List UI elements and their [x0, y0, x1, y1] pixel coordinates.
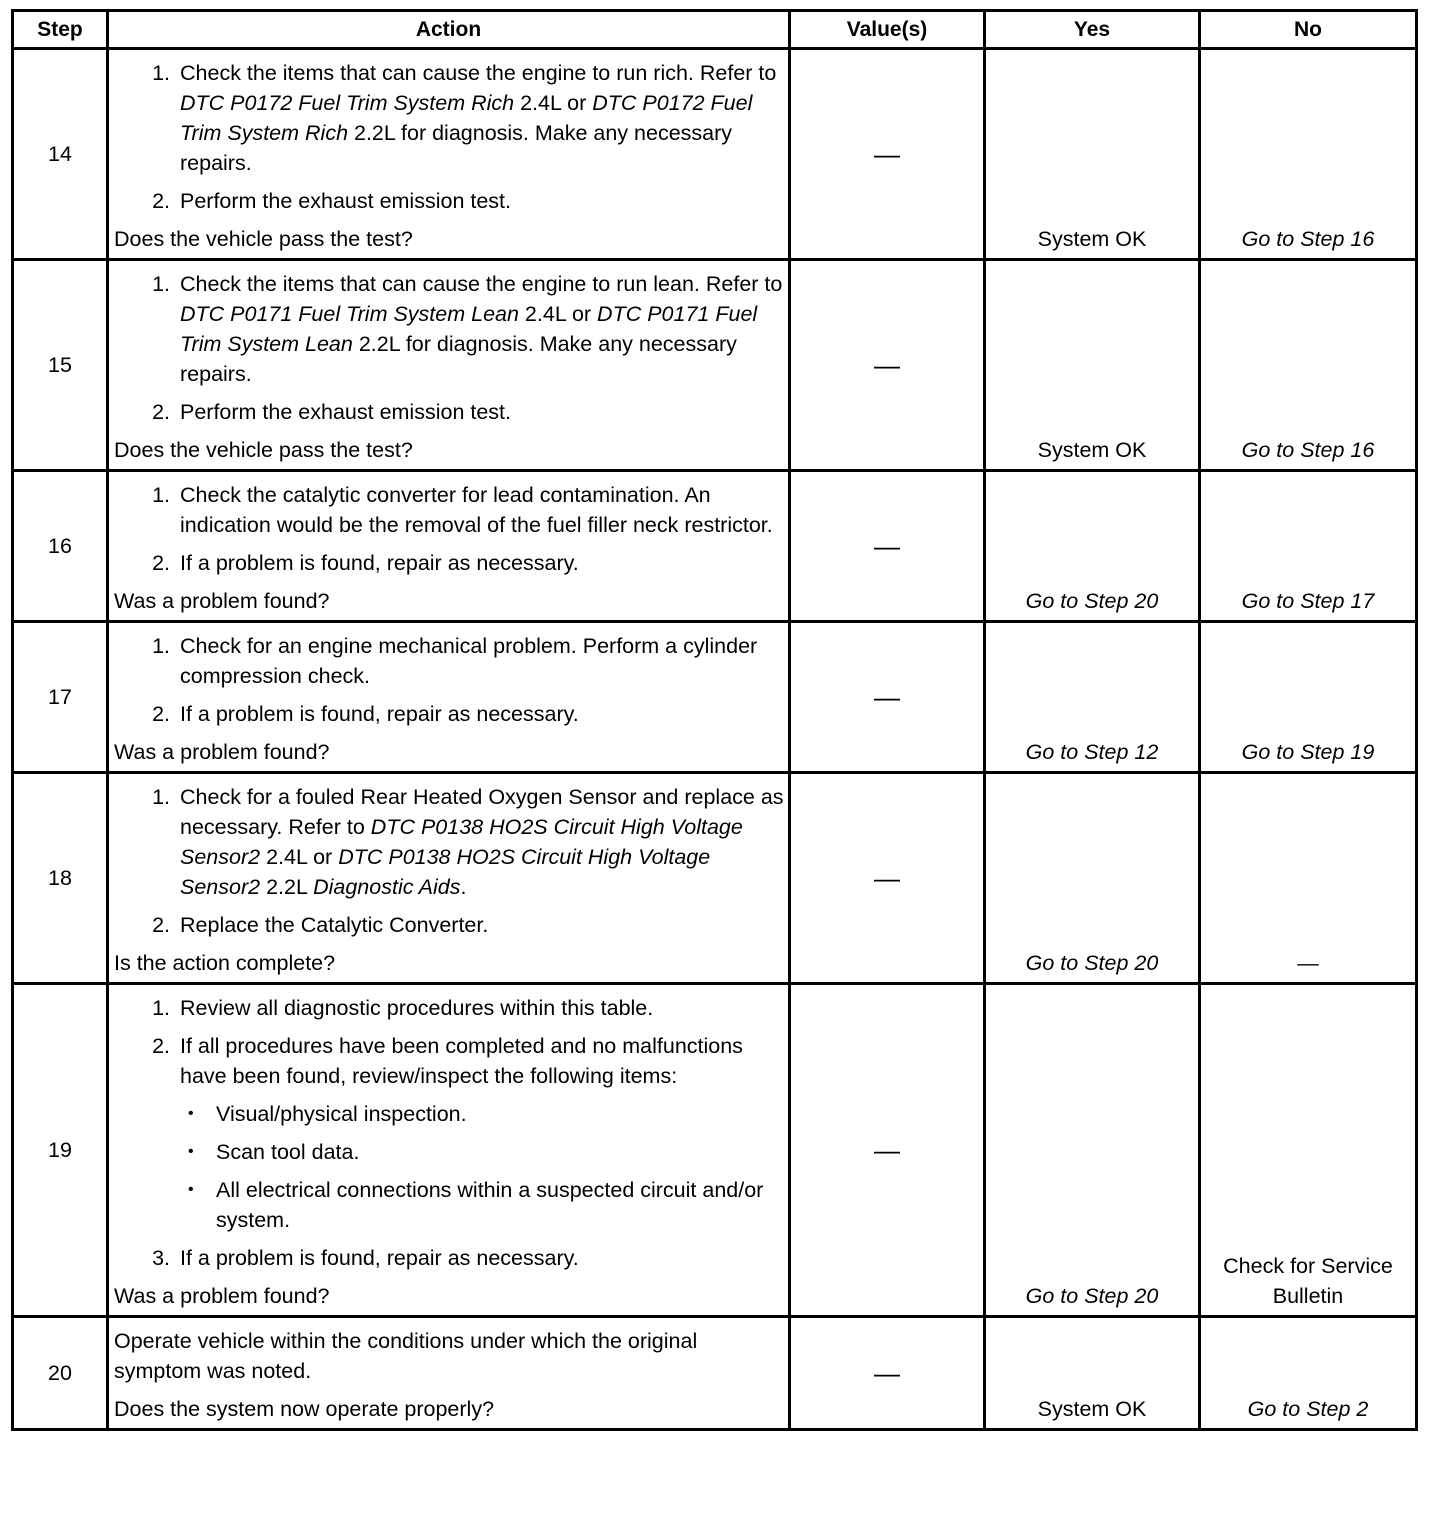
action-cell [108, 622, 790, 773]
action-list [114, 631, 784, 729]
action-item: 2. If all procedures have been completed and no malfunctions have been found, review/inspect the following items: • Visual/physical inspection. • Scan tool data. • All electrical connections within a suspected circuit and/or system. [176, 1031, 784, 1235]
table-row [13, 1317, 1417, 1430]
action-item: 1. Check the items that can cause the engine to run rich. Refer to DTC P0172 Fuel Trim System Rich 2.4L or DTC P0172 Fuel Trim System Rich 2.2L for diagnosis. Make any necessary repairs. [176, 58, 784, 178]
inspection-bullets [180, 1099, 784, 1235]
step-number: 15 [13, 260, 108, 471]
action-list [114, 993, 784, 1273]
table-row [13, 260, 1417, 471]
diagnostic-table [11, 9, 1418, 1431]
no-cell: Go to Step 19 [1200, 622, 1417, 773]
table-row [13, 984, 1417, 1317]
value-cell: — [790, 1317, 985, 1430]
action-item: 1. Check for a fouled Rear Heated Oxygen Sensor and replace as necessary. Refer to DTC P0138 HO2S Circuit High Voltage Sensor2 2.4L or DTC P0138 HO2S Circuit High Voltage Sensor2 2.2L Diagnostic Aids. [176, 782, 784, 902]
action-item: 1. Check for an engine mechanical problem. Perform a cylinder compression check. [176, 631, 784, 691]
action-item: 1. Review all diagnostic procedures within this table. [176, 993, 784, 1023]
no-cell: Go to Step 2 [1200, 1317, 1417, 1430]
step-number: 20 [13, 1317, 108, 1430]
step-number: 16 [13, 471, 108, 622]
action-list [114, 480, 784, 578]
yes-cell: System OK [985, 260, 1200, 471]
bullet-item: • All electrical connections within a suspected circuit and/or system. [212, 1175, 784, 1235]
no-cell: Go to Step 16 [1200, 49, 1417, 260]
step-number: 19 [13, 984, 108, 1317]
action-list [114, 782, 784, 940]
action-list [114, 58, 784, 216]
header-action: Action [108, 11, 790, 49]
action-item: 2. Perform the exhaust emission test. [176, 186, 784, 216]
action-cell [108, 471, 790, 622]
action-cell [108, 773, 790, 984]
action-item: 1. Check the items that can cause the engine to run lean. Refer to DTC P0171 Fuel Trim System Lean 2.4L or DTC P0171 Fuel Trim System Lean 2.2L for diagnosis. Make any necessary repairs. [176, 269, 784, 389]
step-number: 17 [13, 622, 108, 773]
yes-cell: Go to Step 20 [985, 984, 1200, 1317]
action-question: Was a problem found? [114, 1284, 330, 1308]
value-cell: — [790, 471, 985, 622]
value-cell: — [790, 984, 985, 1317]
yes-cell: System OK [985, 1317, 1200, 1430]
bullet-item: • Visual/physical inspection. [212, 1099, 784, 1129]
action-item: 2. If a problem is found, repair as necessary. [176, 699, 784, 729]
yes-cell: Go to Step 12 [985, 622, 1200, 773]
no-cell: Go to Step 16 [1200, 260, 1417, 471]
action-item: 3. If a problem is found, repair as necessary. [176, 1243, 784, 1273]
action-cell [108, 1317, 790, 1430]
table-row [13, 49, 1417, 260]
yes-cell: Go to Step 20 [985, 471, 1200, 622]
value-cell: — [790, 49, 985, 260]
step-number: 14 [13, 49, 108, 260]
yes-cell: Go to Step 20 [985, 773, 1200, 984]
header-values: Value(s) [790, 11, 985, 49]
action-list [114, 269, 784, 427]
action-question: Was a problem found? [114, 589, 330, 613]
action-question: Does the vehicle pass the test? [114, 227, 413, 251]
header-step: Step [13, 11, 108, 49]
action-question: Is the action complete? [114, 951, 336, 975]
action-cell [108, 49, 790, 260]
action-cell [108, 260, 790, 471]
no-cell: Check for Service Bulletin [1200, 984, 1417, 1317]
action-cell [108, 984, 790, 1317]
yes-cell: System OK [985, 49, 1200, 260]
action-question: Does the system now operate properly? [114, 1397, 495, 1421]
value-cell: — [790, 260, 985, 471]
action-item: 2. If a problem is found, repair as necessary. [176, 548, 784, 578]
value-cell: — [790, 773, 985, 984]
action-item: 2. Replace the Catalytic Converter. [176, 910, 784, 940]
action-item: 1. Check the catalytic converter for lead contamination. An indication would be the removal of the fuel filler neck restrictor. [176, 480, 784, 540]
table-row [13, 471, 1417, 622]
table-row [13, 622, 1417, 773]
action-item: 2. Perform the exhaust emission test. [176, 397, 784, 427]
bullet-item: • Scan tool data. [212, 1137, 784, 1167]
header-row [13, 11, 1417, 49]
header-yes: Yes [985, 11, 1200, 49]
no-cell: Go to Step 17 [1200, 471, 1417, 622]
no-cell: — [1200, 773, 1417, 984]
action-text: Operate vehicle within the conditions under which the original symptom was noted. [114, 1329, 698, 1383]
action-question: Was a problem found? [114, 740, 330, 764]
value-cell: — [790, 622, 985, 773]
header-no: No [1200, 11, 1417, 49]
table-row [13, 773, 1417, 984]
step-number: 18 [13, 773, 108, 984]
action-question: Does the vehicle pass the test? [114, 438, 413, 462]
